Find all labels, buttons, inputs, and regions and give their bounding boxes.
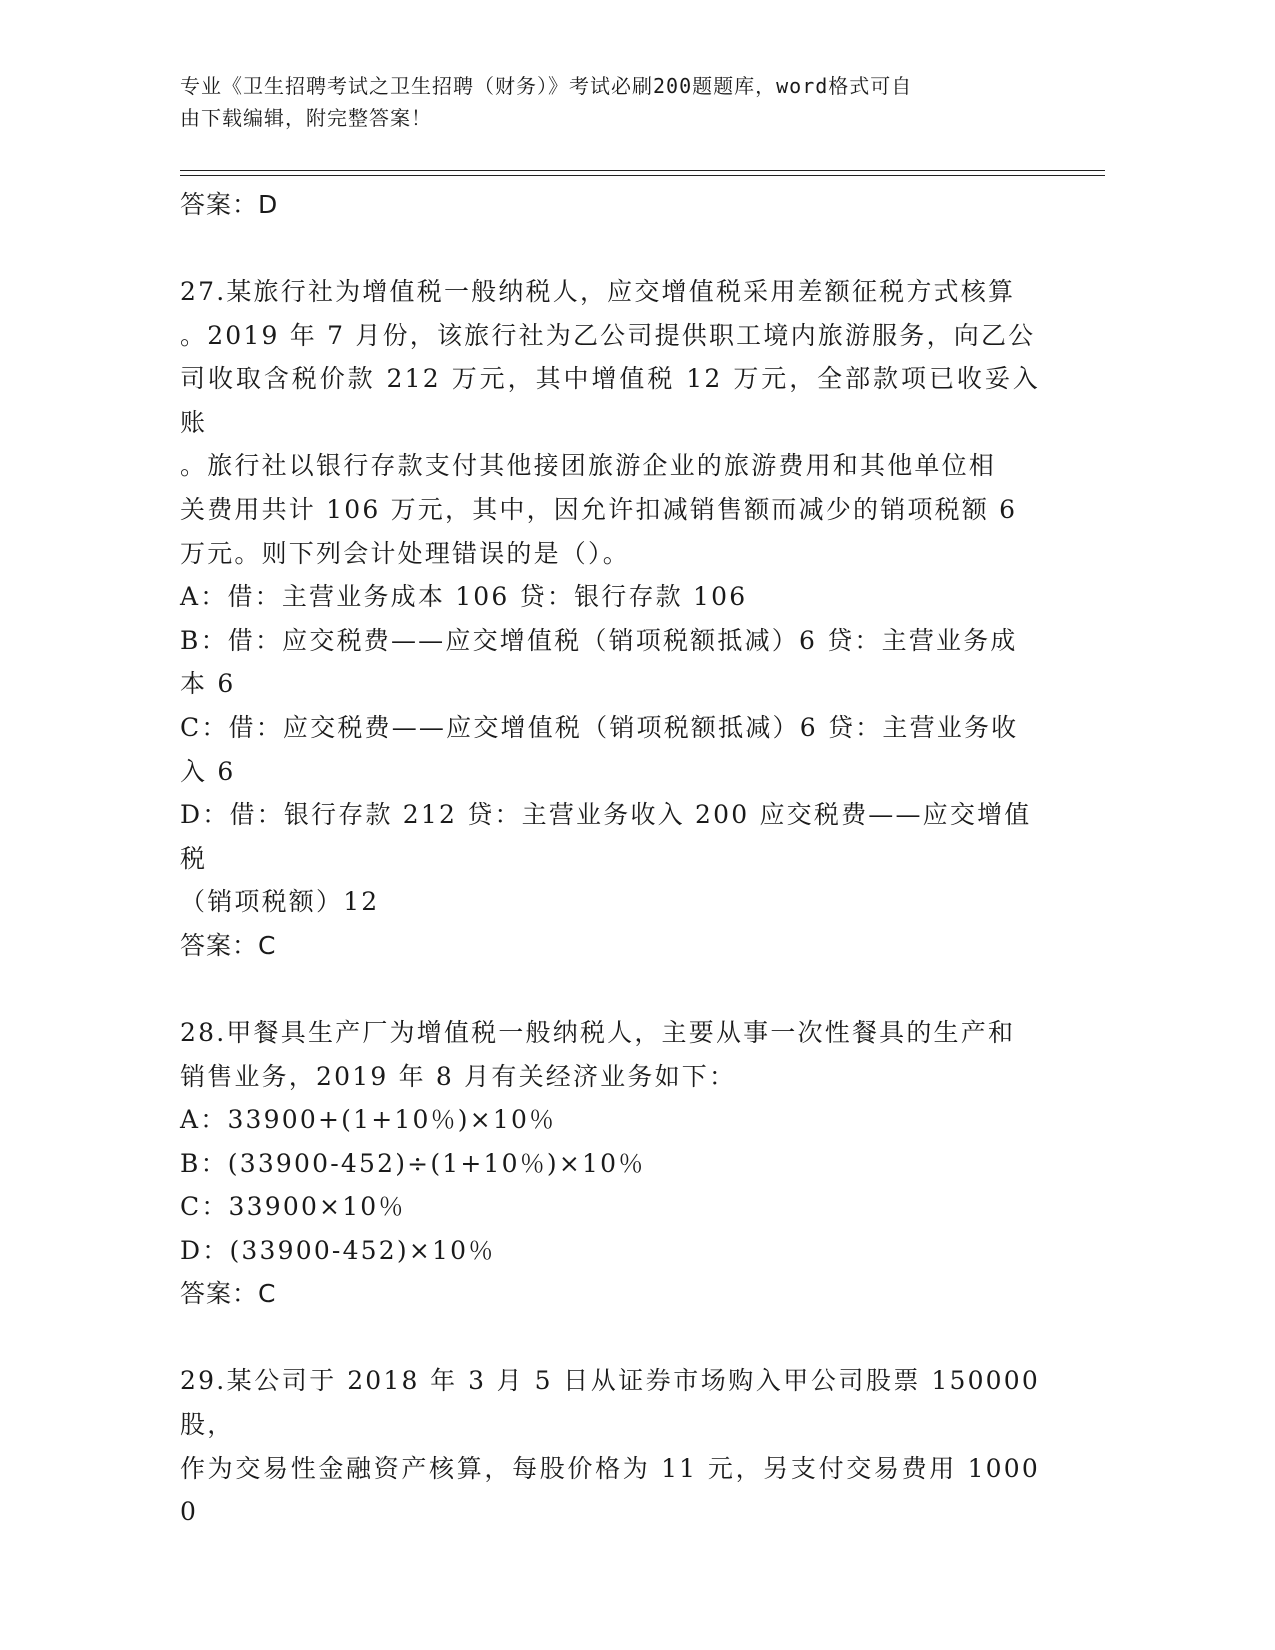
text-line: A：借：主营业务成本 106 贷：银行存款 106 (180, 582, 748, 612)
text-line: 。旅行社以银行存款支付其他接团旅游企业的旅游费用和其他单位相 (180, 451, 997, 481)
header-divider (180, 175, 1105, 176)
text-line: D：借：银行存款 212 贷：主营业务收入 200 应交税费——应交增值税 (180, 800, 1032, 873)
option-d: D：(33900-452)×10％ (180, 1235, 496, 1265)
option-b: B：(33900-452)÷(1+10％)×10％ (180, 1148, 646, 1178)
text-line: C：借：应交税费——应交增值税（销项税额抵减）6 贷：主营业务收 (180, 712, 1019, 742)
document-body (180, 183, 1040, 1534)
text-line: 销售业务，2019 年 8 月有关经济业务如下： (180, 1061, 737, 1091)
question-28 (180, 1011, 1040, 1317)
text-line: 。2019 年 7 月份，该旅行社为乙公司提供职工境内旅游服务，向乙公 (180, 320, 1036, 350)
text-line: 本 6 (180, 669, 236, 699)
header-line: 专业《卫生招聘考试之卫生招聘（财务）》考试必刷200题题库，word格式可自 (180, 74, 913, 98)
question-27 (180, 270, 1040, 968)
question-text (180, 1359, 1040, 1533)
text-line: （销项税额）12 (180, 887, 380, 917)
option-c (180, 706, 1040, 793)
header-line: 由下载编辑，附完整答案！ (180, 106, 432, 130)
text-line: 关费用共计 106 万元，其中，因允许扣减销售额而减少的销项税额 6 (180, 494, 1018, 524)
spacer (180, 1316, 1040, 1359)
answer-line: 答案：D (180, 190, 279, 219)
question-text (180, 270, 1040, 575)
answer-line: 答案：C (180, 1279, 277, 1309)
text-line: 28.甲餐具生产厂为增值税一般纳税人，主要从事一次性餐具的生产和 (180, 1017, 1016, 1047)
text-line: 司收取含税价款 212 万元，其中增值税 12 万元，全部款项已收妥入账 (180, 364, 1040, 437)
option-b (180, 619, 1040, 706)
text-line: 29.某公司于 2018 年 3 月 5 日从证券市场购入甲公司股票 150000 股， (180, 1366, 1040, 1440)
text-line: 27.某旅行社为增值税一般纳税人，应交增值税采用差额征税方式核算 (180, 277, 1016, 306)
header-divider (180, 170, 1105, 171)
option-c: C：33900×10％ (180, 1192, 406, 1222)
question-29 (180, 1359, 1040, 1533)
option-a (180, 575, 1040, 619)
spacer (180, 227, 1040, 270)
document-header (180, 70, 1040, 134)
text-line: B：借：应交税费——应交增值税（销项税额抵减）6 贷：主营业务成 (180, 625, 1018, 655)
text-line: 入 6 (180, 756, 236, 786)
question-text (180, 1011, 1040, 1098)
option-d (180, 793, 1040, 924)
option-a: A：33900+(1+10％)×10％ (180, 1105, 557, 1135)
text-line: 作为交易性金融资产核算，每股价格为 11 元，另支付交易费用 10000 (180, 1453, 1040, 1527)
spacer (180, 968, 1040, 1011)
answer-line: 答案：C (180, 930, 277, 960)
text-line: 万元。则下列会计处理错误的是（）。 (180, 538, 630, 568)
